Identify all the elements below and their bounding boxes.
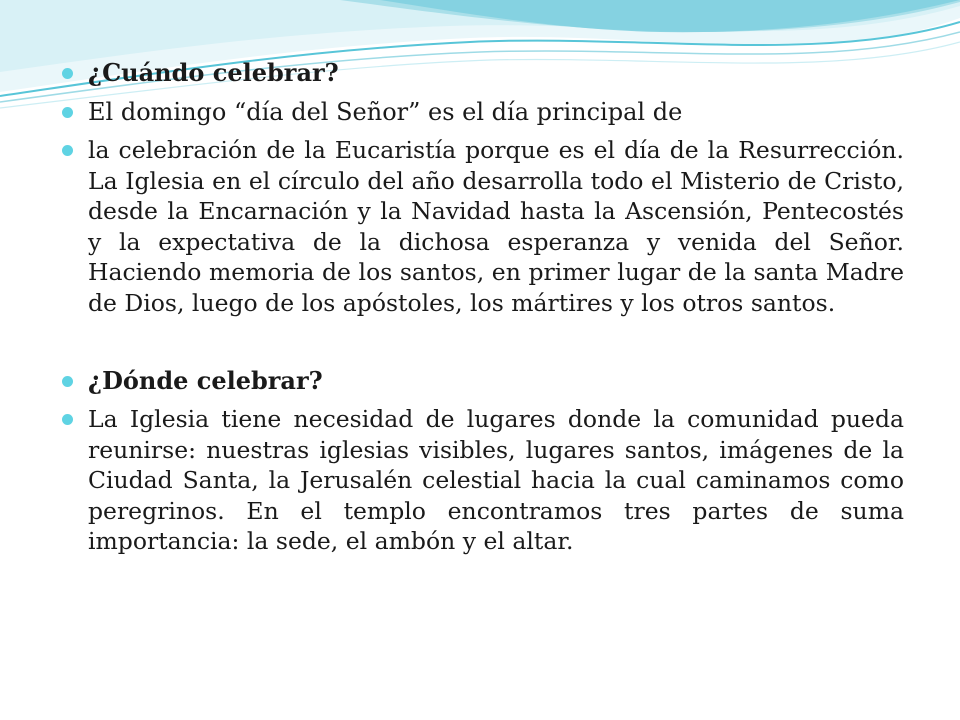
- bullet-dot-icon: [62, 68, 73, 79]
- bullet-item: [60, 366, 904, 396]
- bullet-text: El domingo “día del Señor” es el día principal de: [88, 98, 683, 126]
- bullet-item: [60, 404, 904, 557]
- bullet-dot-icon: [62, 414, 73, 425]
- bullet-item: [60, 135, 904, 318]
- bullet-dot-icon: [62, 107, 73, 118]
- bullet-dot-icon: [62, 145, 73, 156]
- heading-when: ¿Cuándo celebrar?: [88, 58, 339, 87]
- bullet-list: [60, 58, 904, 557]
- bullet-paragraph: La Iglesia tiene necesidad de lugares donde la comunidad pueda reunirse: nuestras iglesias visibles, lugares santos, imágenes de la Ciudad Santa, la Jerusalén celestial hacia la cual caminamos como peregrinos. En el templo encontramos tres partes de suma importancia: la sede, el ambón y el altar.: [88, 405, 904, 555]
- bullet-paragraph: la celebración de la Eucaristía porque es el día de la Resurrección. La Iglesia en el círculo del año desarrolla todo el Misterio de Cristo, desde la Encarnación y la Navidad hasta la Ascensión, Pentecostés y la expectativa de la dichosa esperanza y venida del Señor. Haciendo memoria de los santos, en primer lugar de la santa Madre de Dios, luego de los apóstoles, los mártires y los otros santos.: [88, 136, 904, 317]
- bullet-item: [60, 58, 904, 88]
- heading-where: ¿Dónde celebrar?: [88, 366, 323, 395]
- bullet-item: [60, 97, 904, 127]
- bullet-dot-icon: [62, 376, 73, 387]
- slide-body: [60, 58, 904, 557]
